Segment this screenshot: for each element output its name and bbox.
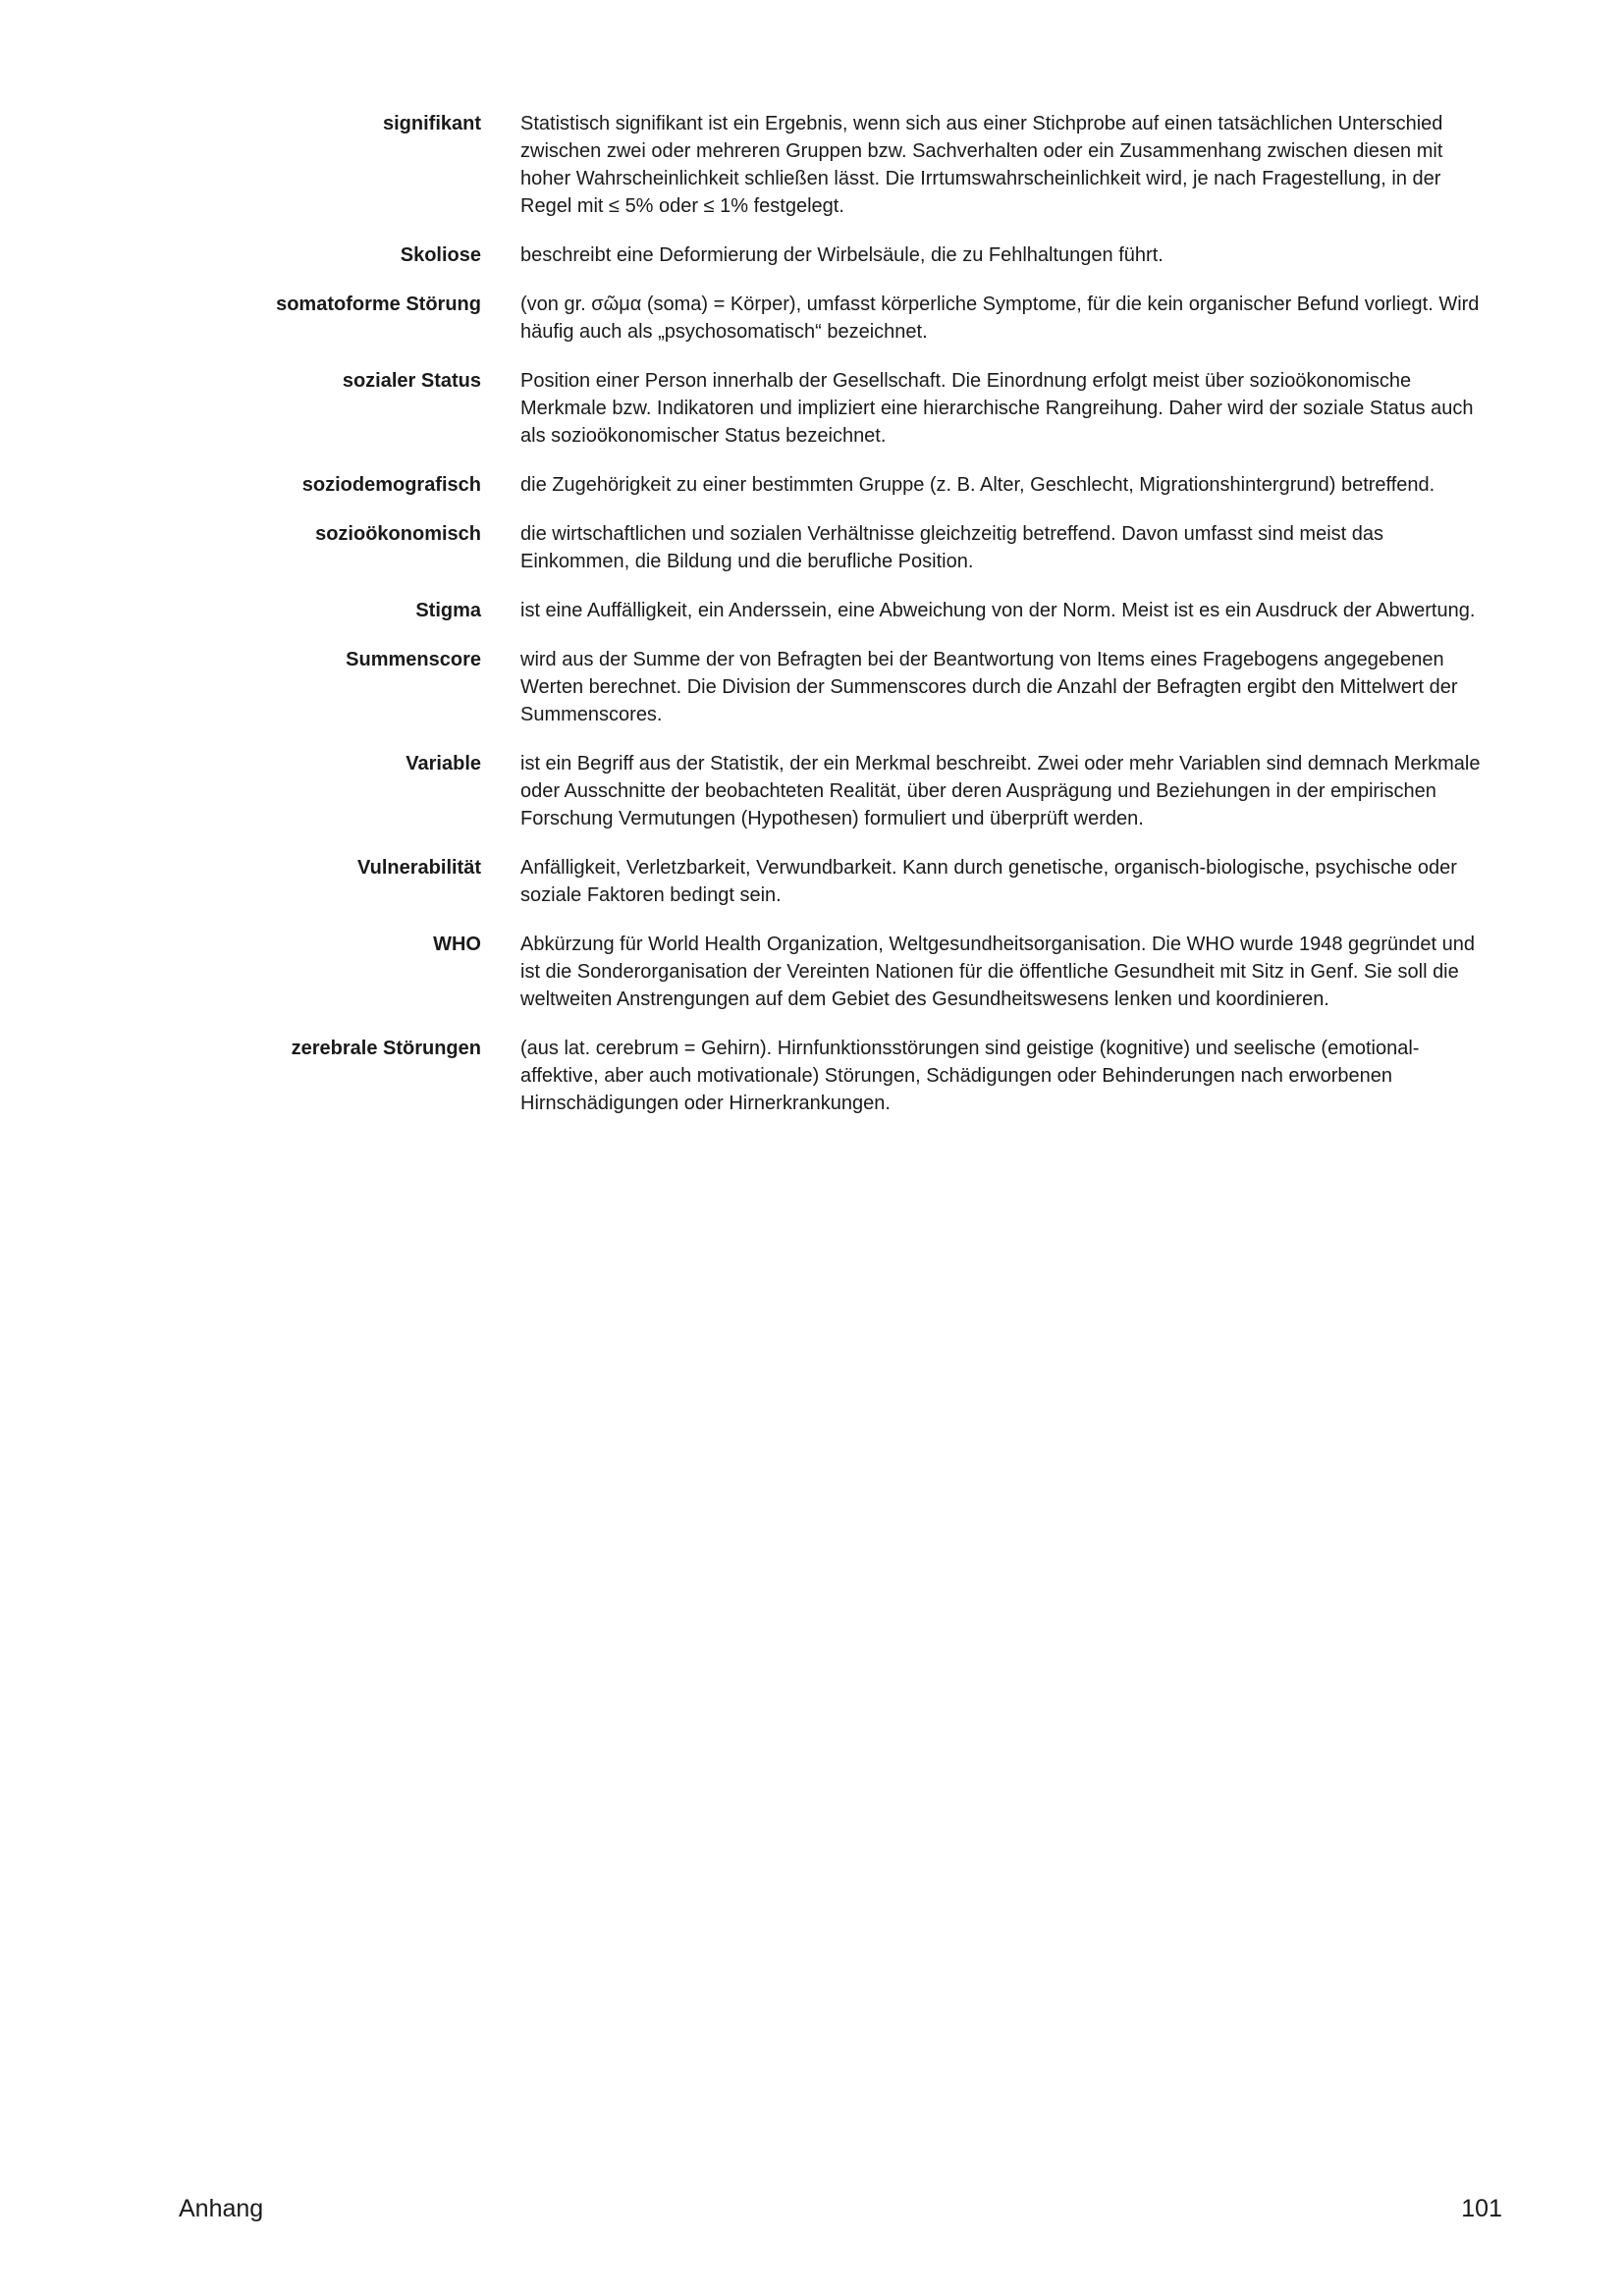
glossary-term: Stigma bbox=[415, 600, 481, 621]
glossary-definition: (von gr. σῶμα (soma) = Körper), umfasst körperliche Symptome, für die kein organischer Befund vorliegt. Wird häufig auch als „psychosomatisch“ bezeichnet. bbox=[520, 294, 1480, 343]
glossary-entry-summenscore bbox=[0, 646, 1624, 728]
glossary-definition: die Zugehörigkeit zu einer bestimmten Gruppe (z. B. Alter, Geschlecht, Migrationshintergrund) betreffend. bbox=[520, 474, 1435, 496]
glossary-term: Variable bbox=[406, 753, 481, 774]
glossary-term: Skoliose bbox=[400, 244, 481, 266]
glossary-entry-soziodemografisch bbox=[0, 471, 1624, 499]
glossary-definition: ist ein Begriff aus der Statistik, der ein Merkmal beschreibt. Zwei oder mehr Variablen sind demnach Merkmale oder Ausschnitte der beobachteten Realität, über deren Ausprägung und Beziehungen in der empirischen Forschung Vermutungen (Hypothesen) formuliert und überprüft werden. bbox=[520, 753, 1481, 829]
glossary-term: soziodemografisch bbox=[301, 474, 481, 496]
glossary-entry-variable bbox=[0, 750, 1624, 832]
glossary-term: signifikant bbox=[382, 113, 481, 134]
footer-page-number: 101 bbox=[1461, 2195, 1502, 2222]
glossary-definition: Statistisch signifikant ist ein Ergebnis, wenn sich aus einer Stichprobe auf einen tatsächlichen Unterschied zwischen zwei oder mehreren Gruppen bzw. Sachverhalten oder ein Zusammenhang zwischen diesen mit hoher Wahrscheinlichkeit schließen lässt. Die Irrtumswahrscheinlichkeit wird, je nach Fragestellung, in der Regel mit ≤ 5% oder ≤ 1% festgelegt. bbox=[520, 113, 1443, 217]
glossary-definition: ist eine Auffälligkeit, ein Anderssein, eine Abweichung von der Norm. Meist ist es ein Ausdruck der Abwertung. bbox=[520, 600, 1476, 621]
glossary-term: Vulnerabilität bbox=[357, 857, 481, 879]
glossary-entry-vulnerabilitaet bbox=[0, 854, 1624, 909]
glossary-definition: (aus lat. cerebrum = Gehirn). Hirnfunktionsstörungen sind geistige (kognitive) und seelische (emotional-affektive, aber auch motivationale) Störungen, Schädigungen oder Behinderungen nach erworbenen Hirnschädigungen oder Hirnerkrankungen. bbox=[520, 1038, 1420, 1114]
glossary-definition: wird aus der Summe der von Befragten bei der Beantwortung von Items eines Fragebogens angegebenen Werten berechnet. Die Division der Summenscores durch die Anzahl der Befragten ergibt den Mittelwert der Summenscores. bbox=[520, 649, 1458, 725]
glossary-entry-signifikant bbox=[0, 110, 1624, 220]
glossary-definition: die wirtschaftlichen und sozialen Verhältnisse gleichzeitig betreffend. Davon umfasst sind meist das Einkommen, die Bildung und die berufliche Position. bbox=[520, 523, 1383, 572]
glossary-term: WHO bbox=[433, 934, 481, 955]
glossary-definition: Anfälligkeit, Verletzbarkeit, Verwundbarkeit. Kann durch genetische, organisch-biologische, psychische oder soziale Faktoren bedingt sein. bbox=[520, 857, 1457, 906]
glossary-definition: Abkürzung für World Health Organization, Weltgesundheitsorganisation. Die WHO wurde 1948 gegründet und ist die Sonderorganisation der Vereinten Nationen für die öffentliche Gesundheit mit Sitz in Genf. Sie soll die weltweiten Anstrengungen auf dem Gebiet des Gesundheitswesens lenken und koordinieren. bbox=[520, 934, 1476, 1010]
glossary-definition: Position einer Person innerhalb der Gesellschaft. Die Einordnung erfolgt meist über sozioökonomische Merkmale bzw. Indikatoren und impliziert eine hierarchische Rangreihung. Daher wird der soziale Status auch als sozioökonomischer Status bezeichnet. bbox=[520, 370, 1474, 447]
glossary-entry-sozialer-status bbox=[0, 367, 1624, 450]
glossary-entry-somatoforme-stoerung bbox=[0, 291, 1624, 346]
glossary-term: zerebrale Störungen bbox=[291, 1038, 481, 1059]
glossary-entry-zerebrale-stoerungen bbox=[0, 1035, 1624, 1117]
glossary-definition: beschreibt eine Deformierung der Wirbelsäule, die zu Fehlhaltungen führt. bbox=[520, 244, 1164, 266]
glossary-term: Summenscore bbox=[346, 649, 481, 670]
glossary-entry-soziooekonomisch bbox=[0, 520, 1624, 575]
footer-section-label: Anhang bbox=[179, 2195, 264, 2222]
glossary-entry-who bbox=[0, 931, 1624, 1013]
glossary-term: sozialer Status bbox=[342, 370, 481, 392]
glossary-list bbox=[0, 110, 1624, 1139]
glossary-entry-stigma bbox=[0, 597, 1624, 624]
glossary-entry-skoliose bbox=[0, 241, 1624, 269]
glossary-term: somatoforme Störung bbox=[276, 294, 481, 315]
glossary-term: sozioökonomisch bbox=[315, 523, 481, 545]
